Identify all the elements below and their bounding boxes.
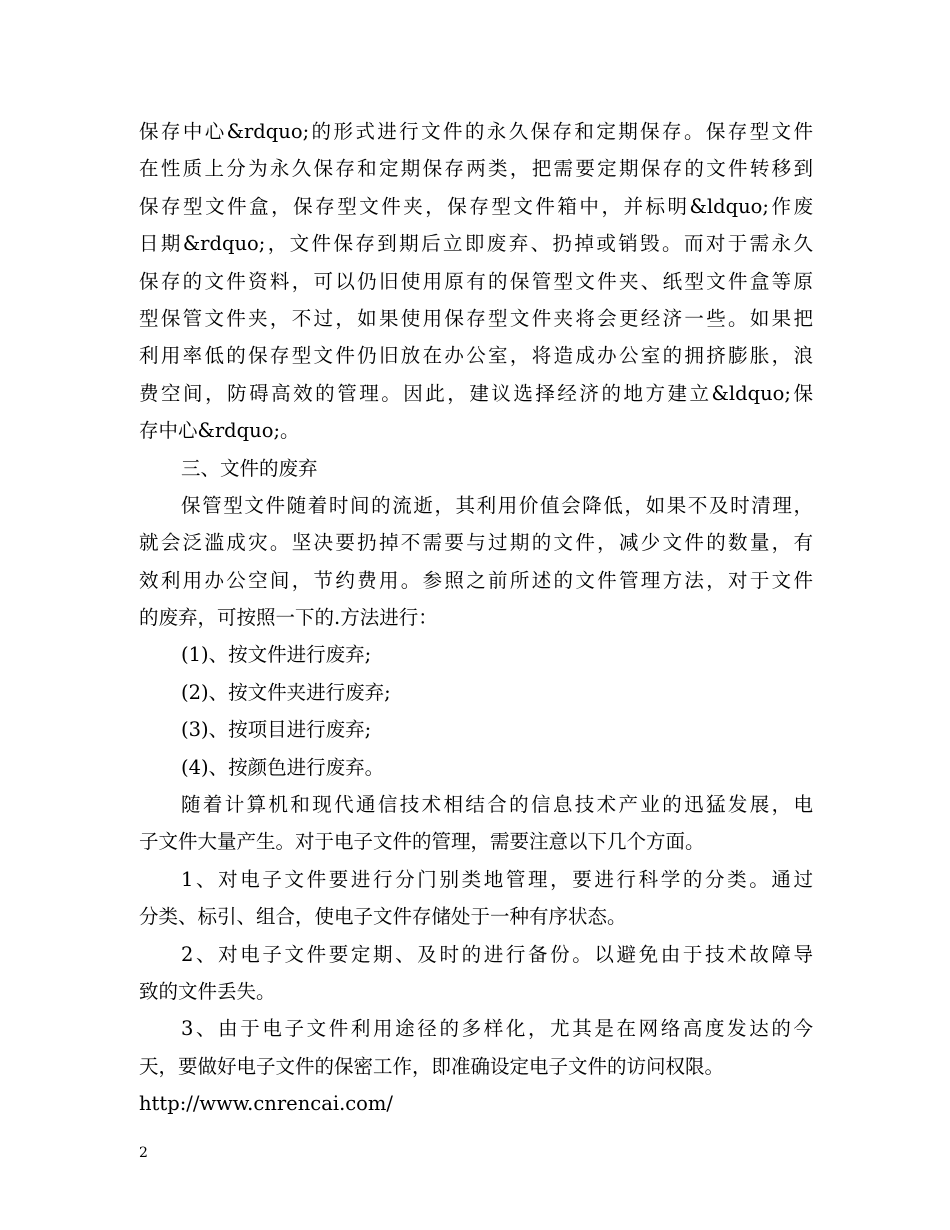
- numbered-item-line: 1、对电子文件要进行分门别类地管理，要进行科学的分类。通过: [181, 867, 813, 891]
- paragraph-line: 就会泛滥成灾。坚决要扔掉不需要与过期的文件，减少文件的数量，有: [139, 531, 813, 555]
- section-heading: 三、文件的废弃: [181, 456, 318, 480]
- paragraph-line: 费空间，防碍高效的管理。因此，建议选择经济的地方建立&ldquo;保: [139, 381, 813, 405]
- list-item: (1)、按文件进行废弃;: [181, 643, 372, 667]
- paragraph-line: 子文件大量产生。对于电子文件的管理，需要注意以下几个方面。: [139, 830, 705, 854]
- list-item: (2)、按文件夹进行废弃;: [181, 680, 391, 704]
- paragraph-line: 日期&rdquo;，文件保存到期后立即废弃、扔掉或销毁。而对于需永久: [139, 232, 813, 256]
- paragraph-line: 利用率低的保存型文件仍旧放在办公室，将造成办公室的拥挤膨胀，浪: [139, 344, 813, 368]
- paragraph-line: 的废弃，可按照一下的.方法进行：: [139, 606, 438, 630]
- paragraph-line: 存中心&rdquo;。: [139, 419, 300, 443]
- list-item: (4)、按颜色进行废弃。: [181, 755, 385, 779]
- paragraph-line: 在性质上分为永久保存和定期保存两类，把需要定期保存的文件转移到: [139, 157, 813, 181]
- source-url: http://www.cnrencai.com/: [139, 1092, 393, 1116]
- page-number: 2: [139, 1145, 148, 1161]
- numbered-item-line: 天，要做好电子文件的保密工作，即准确设定电子文件的访问权限。: [139, 1054, 725, 1078]
- numbered-item-line: 致的文件丢失。: [139, 979, 276, 1003]
- list-item: (3)、按项目进行废弃;: [181, 718, 372, 742]
- paragraph-line: 保存中心&rdquo;的形式进行文件的永久保存和定期保存。保存型文件: [139, 120, 813, 143]
- numbered-item-line: 3、由于电子文件利用途径的多样化，尤其是在网络高度发达的今: [181, 1017, 813, 1041]
- paragraph-line: 型保管文件夹，不过，如果使用保存型文件夹将会更经济一些。如果把: [139, 306, 813, 330]
- numbered-item-line: 分类、标引、组合，使电子文件存储处于一种有序状态。: [139, 905, 627, 929]
- numbered-item-line: 2、对电子文件要定期、及时的进行备份。以避免由于技术故障导: [181, 942, 813, 966]
- paragraph-line: 保存型文件盒，保存型文件夹，保存型文件箱中，并标明&ldquo;作废: [139, 194, 813, 218]
- body-text: [139, 113, 813, 1123]
- paragraph-line: 保管型文件随着时间的流逝，其利用价值会降低，如果不及时清理，: [181, 493, 813, 517]
- paragraph-line: 保存的文件资料，可以仍旧使用原有的保管型文件夹、纸型文件盒等原: [139, 269, 813, 293]
- paragraph-line: 效利用办公空间，节约费用。参照之前所述的文件管理方法，对于文件: [139, 568, 813, 592]
- paragraph-line: 随着计算机和现代通信技术相结合的信息技术产业的迅猛发展，电: [181, 793, 813, 817]
